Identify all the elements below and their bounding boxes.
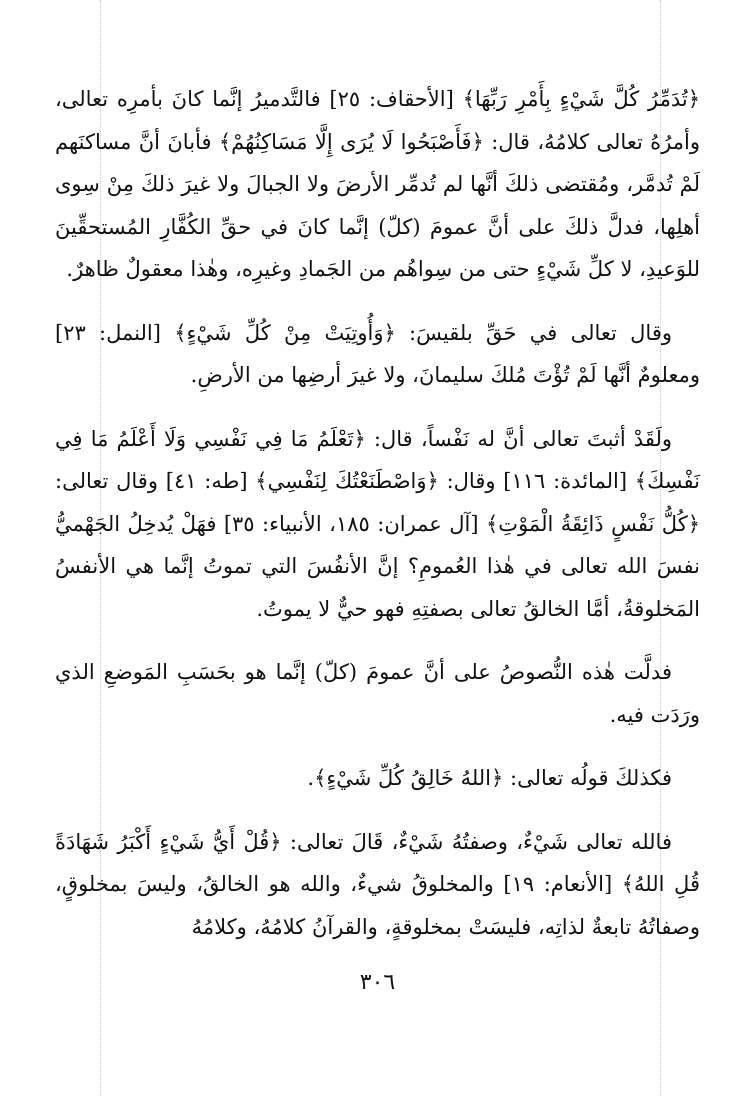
- paragraph-1: ﴿تُدَمِّرُ كُلَّ شَيْءٍ بِأَمْرِ رَبِّهَا﴾ [الأحقاف: ٢٥] فالتَّدميرُ إنَّما كانَ بأمرِه تعالى، وأمرُهُ تعالى كلامُهُ، قال: ﴿فَأَصْبَحُوا لَا يُرَى إِلَّا مَسَاكِنُهُمْ﴾ فأبانَ أنَّ مساكنَهم لَمْ تُدمَّر، ومُقتضى ذلكَ أنَّها لم تُدمِّر الأرضَ ولا الجبالَ ولا غيرَ ذلكَ مِنْ سِوى أهلِها، فدلَّ ذلكَ على أنَّ عمومَ (كلّ) إنَّما كانَ في حقِّ الكُفَّارِ المُستحقِّينَ للوَعيدِ، لا كلِّ شَيْءٍ حتى من سِواهُم من الجَمادِ وغيرِه، وهٰذا معقولٌ ظاهرٌ.: [55, 87, 701, 281]
- paragraph-4: فدلَّت هٰذه النُّصوصُ على أنَّ عمومَ (كلّ) إنَّما هو بحَسَبِ المَوضعِ الذي ورَدَت فيه.: [55, 660, 700, 727]
- page-number: ٣٠٦: [359, 970, 396, 995]
- paragraph-6: فالله تعالى شَيْءٌ، وصفتُهُ شَيْءٌ، قَالَ تعالى: ﴿قُلْ أَيُّ شَيْءٍ أَكْبَرُ شَهَادَةً قُلِ اللهُ﴾ [الأنعام: ١٩] والمخلوقُ شيءٌ، والله هو الخالقُ، وليسَ بمخلوقٍ، وصفاتُهُ تابعةٌ لذاتِه، فليسَتْ بمخلوقةٍ، والقرآنُ كلامُهُ، وكلامُهُ: [55, 829, 700, 939]
- page-body: [55, 78, 700, 948]
- paragraph-2: وقال تعالى في حَقِّ بلقيسَ: ﴿وَأُوتِيَتْ مِنْ كُلِّ شَيْءٍ﴾ [النمل: ٢٣] ومعلومٌ أنَّها لَمْ تُؤْتَ مُلكَ سليمانَ، ولا غيرَ أرضِها من الأرضِ.: [55, 320, 700, 387]
- paragraph-3: ولَقَدْ أثبتَ تعالى أنَّ له نَفْساً، قال: ﴿تَعْلَمُ مَا فِي نَفْسِي وَلَا أَعْلَمُ مَا فِي نَفْسِكَ﴾ [المائدة: ١١٦] وقال: ﴿وَاصْطَنَعْتُكَ لِنَفْسِي﴾ [طه: ٤١] وقال تعالى: ﴿كُلُّ نَفْسٍ ذَائِقَةُ الْمَوْتِ﴾ [آل عمران: ١٨٥، الأنبياء: ٣٥] فهَلْ يُدخِلُ الجَهْميُّ نفسَ الله تعالى في هٰذا العُمومِ؟ إنَّ الأنفُسَ التي تموتُ إنَّما هي الأنفسُ المَخلوقةُ، أمَّا الخالقُ تعالى بصفتِهِ فهو حيٌّ لا يموتُ.: [55, 426, 700, 621]
- paragraph-5: فكذلكَ قولُه تعالى: ﴿اللهُ خَالِقُ كُلِّ شَيْءٍ﴾.: [307, 766, 672, 790]
